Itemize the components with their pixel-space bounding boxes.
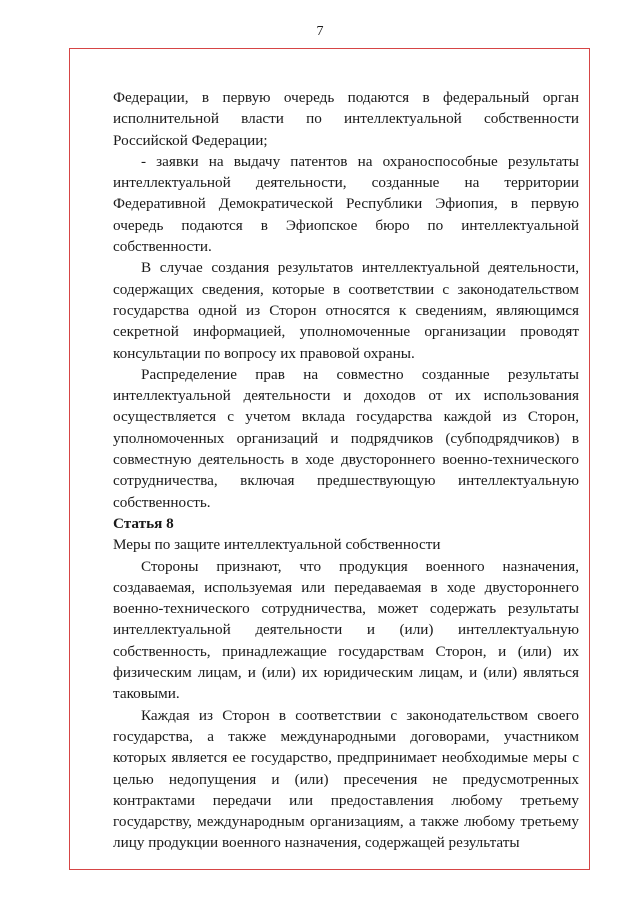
article-heading: Статья 8: [113, 514, 174, 532]
document-body: [113, 87, 579, 854]
page-number: 7: [316, 24, 324, 39]
paragraph-parties-recognize: Стороны признают, что продукция военного назначения, создаваемая, используемая или передаваемая в ходе двустороннего военно-технического сотрудничества, может содержать результаты интеллектуальной деятельности и (или) интеллектуальную собственность, принадлежащие государствам Сторон, и (или) их физическим лицам, и (или) их юридическим лицам, и (или) являться таковыми.: [113, 557, 579, 703]
paragraph-protection-measures: Каждая из Сторон в соответствии с законодательством своего государства, а также международными договорами, участником которых является ее государство, предпринимает необходимые меры с целью недопущения и (или) пресечения не предусмотренных контрактами передачи или предоставления любому третьему государству, международным организациям, а также любому третьему лицу продукции военного назначения, содержащей результаты: [113, 706, 579, 852]
paragraph-secret-information: В случае создания результатов интеллектуальной деятельности, содержащих сведения, которые в соответствии с законодательством государства одной из Сторон относятся к сведениям, являющимся секретной информацией, уполномоченные организации проводят консультации по вопросу их правовой охраны.: [113, 259, 579, 362]
paragraph-continuation: Федерации, в первую очередь подаются в федеральный орган исполнительной власти по интеллектуальной собственности Российской Федерации;: [113, 89, 579, 149]
article-subheading: Меры по защите интеллектуальной собственности: [113, 536, 441, 554]
paragraph-rights-distribution: Распределение прав на совместно созданные результаты интеллектуальной деятельности и доходов от их использования осуществляется с учетом вклада государства каждой из Сторон, уполномоченных организаций и подрядчиков (субподрядчиков) в совместную деятельность в ходе двустороннего военно-технического сотрудничества, включая предшествующую интеллектуальную собственность.: [113, 365, 579, 511]
paragraph-ethiopia-applications: - заявки на выдачу патентов на охраноспособные результаты интеллектуальной деятельности, созданные на территории Федеративной Демократической Республики Эфиопия, в первую очередь подаются в Эфиопское бюро по интеллектуальной собственности.: [113, 152, 579, 256]
